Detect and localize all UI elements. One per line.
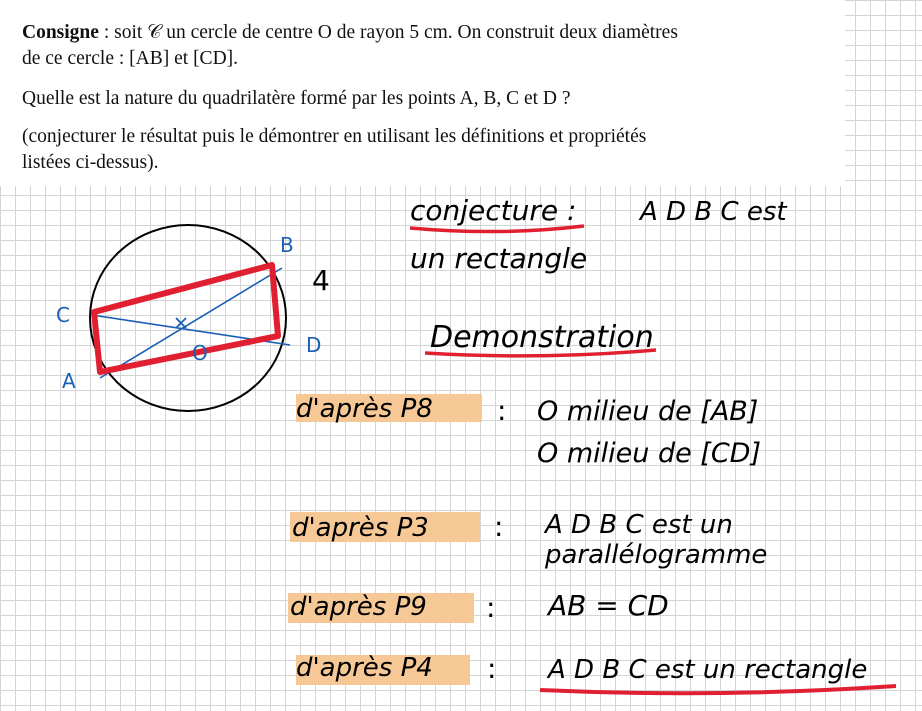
- consigne-note-2: listées ci-dessus).: [22, 152, 159, 173]
- side-mark: 4: [312, 264, 330, 297]
- consigne-question: Quelle est la nature du quadrilatère formé par les points A, B, C et D ?: [22, 88, 571, 109]
- center-cross: [176, 318, 186, 328]
- step-4-ref: d'après P4: [296, 653, 433, 683]
- demo-title: Demonstration: [430, 320, 654, 355]
- label-o: O: [192, 341, 208, 365]
- geometry-figure: [56, 225, 330, 411]
- step-1-text-2: O milieu de [CD]: [537, 438, 761, 469]
- consigne-label: Consigne: [22, 22, 99, 43]
- conjecture-label: conjecture :: [410, 194, 577, 227]
- consigne-line-2: de ce cercle : [AB] et [CD].: [22, 48, 239, 69]
- consigne-note-1: (conjecturer le résultat puis le démontrer en utilisant les définitions et propriétés: [22, 126, 647, 147]
- step-2-text-2: parallélogramme: [545, 540, 768, 570]
- conjecture-line-1: A D B C est: [640, 197, 787, 227]
- step-3-sep: :: [486, 591, 496, 624]
- step-3-ref: d'après P9: [290, 592, 427, 622]
- step-2-sep: :: [494, 510, 504, 543]
- label-c: C: [56, 303, 70, 327]
- consigne-text-1: : soit 𝒞 un cercle de centre O de rayon 5 cm. On construit deux diamètres: [98, 22, 678, 43]
- label-b: B: [280, 233, 294, 257]
- step-3-text-1: AB = CD: [548, 589, 669, 622]
- label-d: D: [306, 333, 322, 357]
- step-1-ref: d'après P8: [296, 394, 433, 424]
- step-1-text-1: O milieu de [AB]: [537, 396, 759, 427]
- step-2-ref: d'après P3: [292, 513, 429, 543]
- step-4-text-1: A D B C est un rectangle: [548, 655, 868, 685]
- label-a: A: [62, 369, 76, 393]
- step-1-sep: :: [497, 394, 507, 427]
- conjecture-line-2: un rectangle: [410, 242, 588, 275]
- step-2-text-1: A D B C est un: [545, 510, 733, 540]
- step-4-sep: :: [487, 652, 497, 685]
- circle-c: [90, 225, 286, 411]
- conclusion-underline: [540, 686, 896, 693]
